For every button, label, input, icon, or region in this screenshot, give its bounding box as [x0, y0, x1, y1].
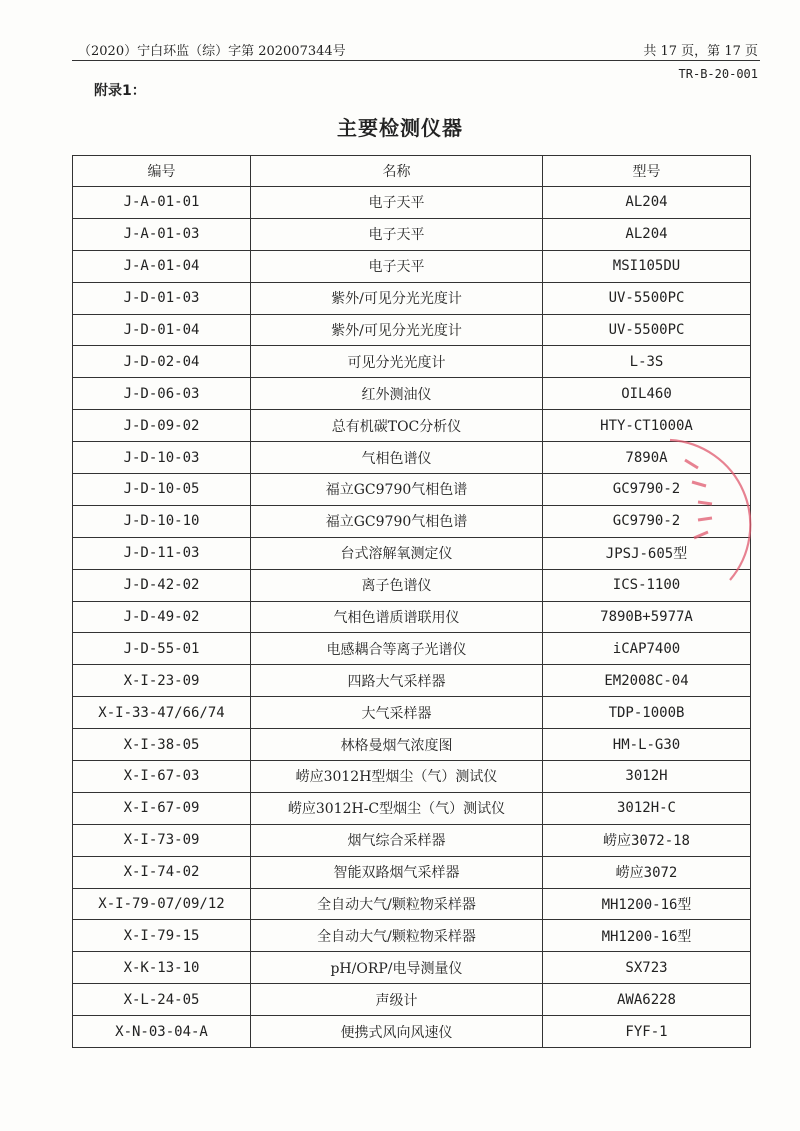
- cell-model: 崂应3072: [543, 856, 751, 888]
- cell-model: 3012H-C: [543, 792, 751, 824]
- table-row: [73, 665, 751, 697]
- cell-name: 电子天平: [251, 218, 543, 250]
- cell-name: 崂应3012H-C型烟尘（气）测试仪: [251, 792, 543, 824]
- instrument-table: [72, 155, 751, 1048]
- cell-model: EM2008C-04: [543, 665, 751, 697]
- cell-model: FYF-1: [543, 1016, 751, 1048]
- cell-model: ICS-1100: [543, 569, 751, 601]
- cell-name: 便携式风向风速仪: [251, 1016, 543, 1048]
- cell-model: AL204: [543, 187, 751, 219]
- table-row: [73, 250, 751, 282]
- cell-id: J-A-01-01: [73, 187, 251, 219]
- table-row: [73, 984, 751, 1016]
- cell-model: OIL460: [543, 378, 751, 410]
- cell-name: 总有机碳TOC分析仪: [251, 410, 543, 442]
- cell-model: AL204: [543, 218, 751, 250]
- table-row: [73, 792, 751, 824]
- cell-id: J-D-11-03: [73, 537, 251, 569]
- cell-name: 离子色谱仪: [251, 569, 543, 601]
- cell-name: 电感耦合等离子光谱仪: [251, 633, 543, 665]
- table-row: [73, 378, 751, 410]
- table-row: [73, 888, 751, 920]
- cell-model: MSI105DU: [543, 250, 751, 282]
- table-row: [73, 218, 751, 250]
- cell-name: 电子天平: [251, 187, 543, 219]
- column-header-name: 名称: [251, 156, 543, 187]
- page-title: 主要检测仪器: [337, 116, 463, 140]
- cell-model: 7890B+5977A: [543, 601, 751, 633]
- cell-model: GC9790-2: [543, 474, 751, 506]
- table-row: [73, 952, 751, 984]
- table-header-row: [73, 156, 751, 187]
- header-divider: [72, 60, 760, 61]
- cell-id: J-D-49-02: [73, 601, 251, 633]
- cell-name: 气相色谱质谱联用仪: [251, 601, 543, 633]
- cell-name: 红外测油仪: [251, 378, 543, 410]
- cell-id: J-D-01-04: [73, 314, 251, 346]
- cell-id: X-L-24-05: [73, 984, 251, 1016]
- cell-name: 全自动大气/颗粒物采样器: [251, 920, 543, 952]
- table-row: [73, 856, 751, 888]
- cell-model: HM-L-G30: [543, 729, 751, 761]
- cell-name: 烟气综合采样器: [251, 824, 543, 856]
- cell-id: J-D-02-04: [73, 346, 251, 378]
- table-row: [73, 729, 751, 761]
- cell-id: X-I-67-03: [73, 761, 251, 793]
- table-row: [73, 761, 751, 793]
- cell-name: 福立GC9790气相色谱: [251, 505, 543, 537]
- cell-model: 7890A: [543, 442, 751, 474]
- cell-model: UV-5500PC: [543, 282, 751, 314]
- table-body: [73, 187, 751, 1048]
- cell-id: J-D-09-02: [73, 410, 251, 442]
- cell-id: J-D-55-01: [73, 633, 251, 665]
- table-row: [73, 920, 751, 952]
- cell-id: J-A-01-03: [73, 218, 251, 250]
- cell-id: J-A-01-04: [73, 250, 251, 282]
- cell-name: 声级计: [251, 984, 543, 1016]
- cell-name: pH/ORP/电导测量仪: [251, 952, 543, 984]
- cell-id: X-I-33-47/66/74: [73, 697, 251, 729]
- page-info: 共 17 页，第 17 页: [643, 44, 758, 59]
- cell-id: X-I-79-07/09/12: [73, 888, 251, 920]
- cell-id: X-I-73-09: [73, 824, 251, 856]
- cell-model: 崂应3072-18: [543, 824, 751, 856]
- seal-stamp: [640, 420, 800, 590]
- table-row: [73, 314, 751, 346]
- cell-id: J-D-42-02: [73, 569, 251, 601]
- column-header-model: 型号: [543, 156, 751, 187]
- table-row: [73, 282, 751, 314]
- cell-model: HTY-CT1000A: [543, 410, 751, 442]
- cell-name: 福立GC9790气相色谱: [251, 474, 543, 506]
- cell-name: 智能双路烟气采样器: [251, 856, 543, 888]
- cell-id: X-I-38-05: [73, 729, 251, 761]
- cell-model: UV-5500PC: [543, 314, 751, 346]
- table-row: [73, 601, 751, 633]
- appendix-label: 附录1：: [94, 83, 146, 99]
- cell-model: TDP-1000B: [543, 697, 751, 729]
- cell-id: J-D-01-03: [73, 282, 251, 314]
- cell-id: J-D-10-10: [73, 505, 251, 537]
- report-number: （2020）宁白环监（综）字第 202007344号: [78, 44, 346, 59]
- cell-id: J-D-10-05: [73, 474, 251, 506]
- cell-name: 电子天平: [251, 250, 543, 282]
- cell-id: J-D-06-03: [73, 378, 251, 410]
- cell-name: 林格曼烟气浓度图: [251, 729, 543, 761]
- cell-id: X-I-74-02: [73, 856, 251, 888]
- table-row: [73, 1016, 751, 1048]
- cell-model: 3012H: [543, 761, 751, 793]
- table-row: [73, 633, 751, 665]
- cell-model: iCAP7400: [543, 633, 751, 665]
- cell-model: GC9790-2: [543, 505, 751, 537]
- cell-name: 台式溶解氧测定仪: [251, 537, 543, 569]
- column-header-id: 编号: [73, 156, 251, 187]
- cell-id: X-K-13-10: [73, 952, 251, 984]
- cell-id: X-I-79-15: [73, 920, 251, 952]
- cell-name: 全自动大气/颗粒物采样器: [251, 888, 543, 920]
- table-row: [73, 824, 751, 856]
- cell-model: MH1200-16型: [543, 888, 751, 920]
- cell-model: MH1200-16型: [543, 920, 751, 952]
- cell-name: 可见分光光度计: [251, 346, 543, 378]
- cell-model: SX723: [543, 952, 751, 984]
- cell-model: JPSJ-605型: [543, 537, 751, 569]
- cell-model: AWA6228: [543, 984, 751, 1016]
- table-row: [73, 697, 751, 729]
- table-row: [73, 346, 751, 378]
- form-code: TR-B-20-001: [678, 67, 758, 81]
- cell-id: X-I-67-09: [73, 792, 251, 824]
- cell-id: J-D-10-03: [73, 442, 251, 474]
- cell-name: 紫外/可见分光光度计: [251, 314, 543, 346]
- cell-name: 大气采样器: [251, 697, 543, 729]
- cell-id: X-N-03-04-A: [73, 1016, 251, 1048]
- cell-name: 四路大气采样器: [251, 665, 543, 697]
- cell-name: 气相色谱仪: [251, 442, 543, 474]
- cell-name: 崂应3012H型烟尘（气）测试仪: [251, 761, 543, 793]
- table-row: [73, 187, 751, 219]
- cell-id: X-I-23-09: [73, 665, 251, 697]
- cell-name: 紫外/可见分光光度计: [251, 282, 543, 314]
- cell-model: L-3S: [543, 346, 751, 378]
